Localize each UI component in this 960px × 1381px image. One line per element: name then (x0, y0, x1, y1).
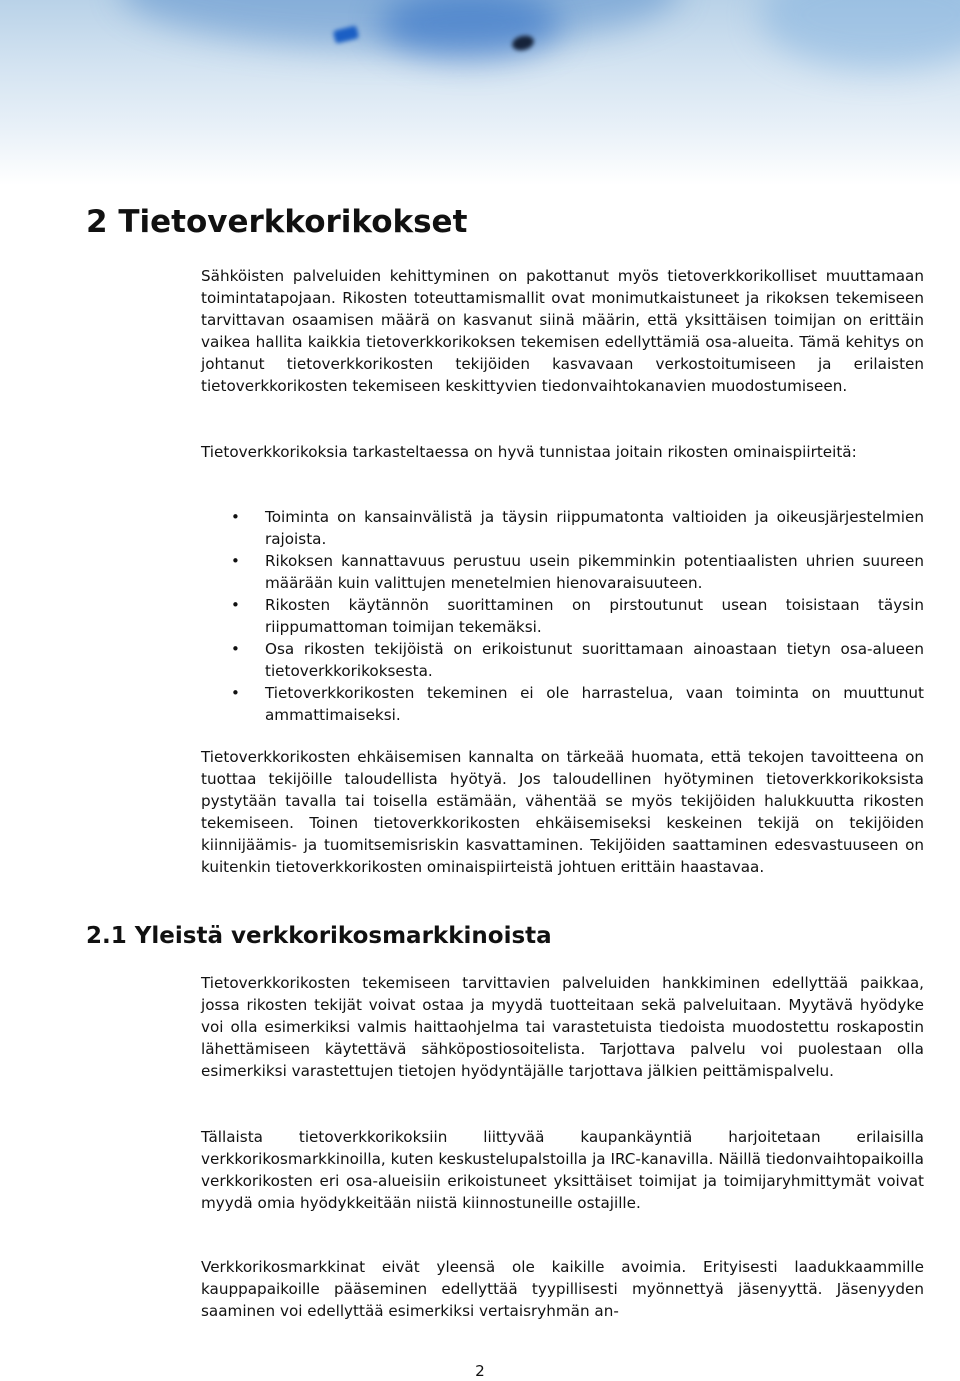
list-item-text: Rikosten käytännön suorittaminen on pirstoutunut usean toisistaan täysin riippumattoman toimijan tekemäksi. (265, 596, 924, 636)
section-paragraph: Tällaista tietoverkkorikoksiin liittyvää kaupankäyntiä harjoitetaan erilaisilla verkkorikosmarkkinoilla, kuten keskustelupalstoilla ja IRC-kanavilla. Näillä tiedonvaihtopaikoilla verkkorikosten eri osa-alueisiin erikoistuneet yksittäiset toimijat ja toimijaryhmittymät voivat myydä omia hyödykkeitään niistä kiinnostuneille ostajille. (201, 1128, 924, 1212)
list-item (201, 638, 924, 682)
bullet-icon: • (231, 640, 240, 658)
bullet-icon: • (231, 596, 240, 614)
page-number: 2 (475, 1362, 485, 1380)
list-item (201, 550, 924, 594)
characteristics-intro-paragraph: Tietoverkkorikoksia tarkasteltaessa on hyvä tunnistaa joitain rikosten ominaispiirteitä: (201, 443, 857, 461)
bullet-icon: • (231, 684, 240, 702)
list-item (201, 682, 924, 726)
banner-blur-shape (380, 0, 560, 60)
chapter-heading: 2 Tietoverkkorikokset (86, 204, 468, 240)
list-item (201, 506, 924, 550)
intro-paragraph: Sähköisten palveluiden kehittyminen on pakottanut myös tietoverkkorikolliset muuttamaan toimintatapojaan. Rikosten toteuttamismallit ovat monimutkaistuneet ja rikoksen tekemiseen tarvittavan osaamisen määrä on kasvanut siinä määrin, että yksittäisen toimijan on erittäin vaikea hallita kaikkia tietoverkkorikoksen tekemisen edellyttämiä osa-alueita. Tämä kehitys on johtanut tietoverkkorikosten tekijöiden kasvavaan verkostoitumiseen ja erilaisten tietoverkkorikosten tekemiseen keskittyvien tiedonvaihtokanavien muodostumiseen. (201, 267, 924, 395)
banner-blur-shape (760, 0, 960, 70)
list-item-text: Toiminta on kansainvälistä ja täysin riippumatonta valtioiden ja oikeusjärjestelmien rajoista. (265, 508, 924, 548)
characteristics-list (201, 506, 924, 726)
section-paragraph: Verkkorikosmarkkinat eivät yleensä ole kaikille avoimia. Erityisesti laadukkaammille kauppapaikoille pääseminen edellyttää tyypillisesti myönnettyä jäsenyyttä. Jäsenyyden saaminen voi edellyttää esimerkiksi vertaisryhmän an- (201, 1258, 924, 1320)
section-heading: 2.1 Yleistä verkkorikosmarkkinoista (86, 923, 552, 949)
list-item-text: Tietoverkkorikosten tekeminen ei ole harrastelua, vaan toiminta on muuttunut ammattimaiseksi. (265, 684, 924, 724)
prevention-paragraph: Tietoverkkorikosten ehkäisemisen kannalta on tärkeää huomata, että tekojen tavoitteena on tuottaa tekijöille taloudellista hyötyä. Jos taloudellinen hyötyminen tietoverkkorikoksista pystytään tavalla tai toisella estämään, vähentää se myös tekijöiden halukkuutta rikosten tekemiseen. Toinen tietoverkkorikosten ehkäisemiseksi keskeinen tekijä on tekijöiden kiinnijäämis- ja tuomitsemisriskin kasvattaminen. Tekijöiden saattaminen edesvastuuseen on kuitenkin tietoverkkorikosten ominaispiirteistä johtuen erittäin haastavaa. (201, 748, 924, 876)
bullet-icon: • (231, 552, 240, 570)
list-item-text: Rikoksen kannattavuus perustuu usein pikemminkin potentiaalisten uhrien suureen määrään kuin valittujen menetelmien hienovaraisuuteen. (265, 552, 924, 592)
section-paragraph: Tietoverkkorikosten tekemiseen tarvittavien palveluiden hankkiminen edellyttää paikkaa, jossa rikosten tekijät voivat ostaa ja myydä tuotteitaan sekä palveluitaan. Myytävä hyödyke voi olla esimerkiksi valmis haittaohjelma tai varastetuista tiedoista muodostettu roskapostin lähettämiseen käytettävä sähköpostiosoitelista. Tarjottava palvelu voi puolestaan olla esimerkiksi varastettujen tietojen hyödyntäjälle tarjottava jälkien peittämispalvelu. (201, 974, 924, 1080)
bullet-icon: • (231, 508, 240, 526)
list-item-text: Osa rikosten tekijöistä on erikoistunut suorittamaan ainoastaan tietyn osa-alueen tietoverkkorikoksesta. (265, 640, 924, 680)
list-item (201, 594, 924, 638)
header-banner-image (0, 0, 960, 185)
